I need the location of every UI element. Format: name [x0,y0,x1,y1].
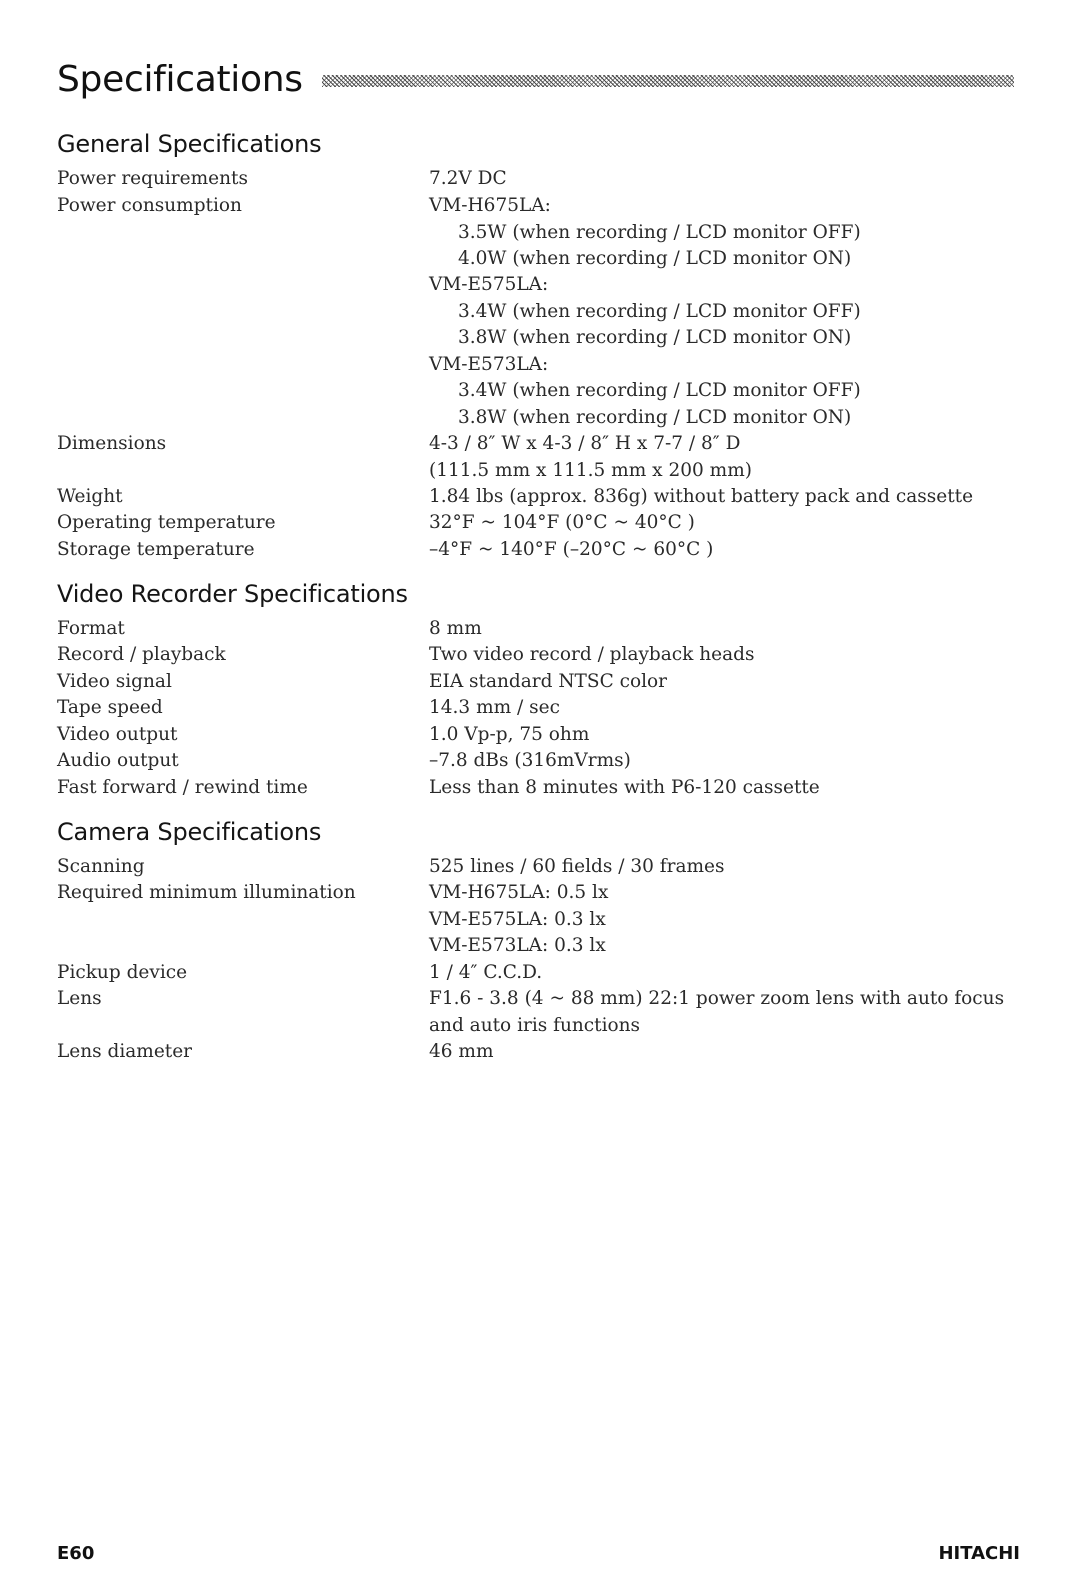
record-playback-value: Two video record / playback heads [429,644,755,665]
power-consumption-e573la-off: 3.4W (when recording / LCD monitor OFF) [458,380,861,401]
weight-value: 1.84 lbs (approx. 836g) without battery pack and cassette [429,486,974,507]
title-pattern-rule [322,75,1014,87]
power-requirements-label: Power requirements [57,168,248,189]
fast-forward-rewind-label: Fast forward / rewind time [57,777,308,798]
power-consumption-model-e573la: VM-E573LA: [429,354,549,375]
power-consumption-model-h675la: VM-H675LA: [429,195,551,216]
video-signal-label: Video signal [57,671,172,692]
pickup-device-value: 1 / 4″ C.C.D. [429,962,543,983]
format-label: Format [57,618,125,639]
audio-output-value: –7.8 dBs (316mVrms) [429,750,631,771]
scanning-label: Scanning [57,856,145,877]
power-consumption-model-e575la: VM-E575LA: [429,274,549,295]
tape-speed-label: Tape speed [57,697,163,718]
operating-temperature-label: Operating temperature [57,512,276,533]
page-title: Specifications [57,59,303,100]
lens-diameter-value: 46 mm [429,1041,494,1062]
general-specifications-heading: General Specifications [57,130,322,158]
dimensions-label: Dimensions [57,433,167,454]
storage-temperature-value: –4°F ~ 140°F (–20°C ~ 60°C ) [429,539,714,560]
camera-specifications-heading: Camera Specifications [57,818,322,846]
minimum-illumination-e573la: VM-E573LA: 0.3 lx [429,935,606,956]
dimensions-inches-value: 4-3 / 8″ W x 4-3 / 8″ H x 7-7 / 8″ D [429,433,741,454]
power-consumption-label: Power consumption [57,195,242,216]
power-consumption-e575la-on: 3.8W (when recording / LCD monitor ON) [458,327,852,348]
power-requirements-value: 7.2V DC [429,168,507,189]
video-signal-value: EIA standard NTSC color [429,671,667,692]
page-number: E60 [57,1543,95,1564]
format-value: 8 mm [429,618,482,639]
brand-name: HITACHI [938,1543,1020,1564]
title-row [57,58,1022,104]
pickup-device-label: Pickup device [57,962,188,983]
minimum-illumination-e575la: VM-E575LA: 0.3 lx [429,909,606,930]
audio-output-label: Audio output [57,750,179,771]
tape-speed-value: 14.3 mm / sec [429,697,560,718]
dimensions-mm-value: (111.5 mm x 111.5 mm x 200 mm) [429,460,752,481]
minimum-illumination-h675la: VM-H675LA: 0.5 lx [429,882,609,903]
minimum-illumination-label: Required minimum illumination [57,882,356,903]
lens-diameter-label: Lens diameter [57,1041,193,1062]
video-recorder-specifications-heading: Video Recorder Specifications [57,580,408,608]
lens-value-line2: and auto iris functions [429,1015,641,1036]
fast-forward-rewind-value: Less than 8 minutes with P6-120 cassette [429,777,820,798]
record-playback-label: Record / playback [57,644,226,665]
lens-value-line1: F1.6 - 3.8 (4 ~ 88 mm) 22:1 power zoom lens with auto focus [429,988,1005,1009]
scanning-value: 525 lines / 60 fields / 30 frames [429,856,725,877]
power-consumption-h675la-off: 3.5W (when recording / LCD monitor OFF) [458,222,861,243]
weight-label: Weight [57,486,123,507]
power-consumption-e573la-on: 3.8W (when recording / LCD monitor ON) [458,407,852,428]
power-consumption-h675la-on: 4.0W (when recording / LCD monitor ON) [458,248,852,269]
video-output-value: 1.0 Vp-p, 75 ohm [429,724,590,745]
operating-temperature-value: 32°F ~ 104°F (0°C ~ 40°C ) [429,512,695,533]
video-output-label: Video output [57,724,178,745]
lens-label: Lens [57,988,102,1009]
power-consumption-e575la-off: 3.4W (when recording / LCD monitor OFF) [458,301,861,322]
storage-temperature-label: Storage temperature [57,539,255,560]
